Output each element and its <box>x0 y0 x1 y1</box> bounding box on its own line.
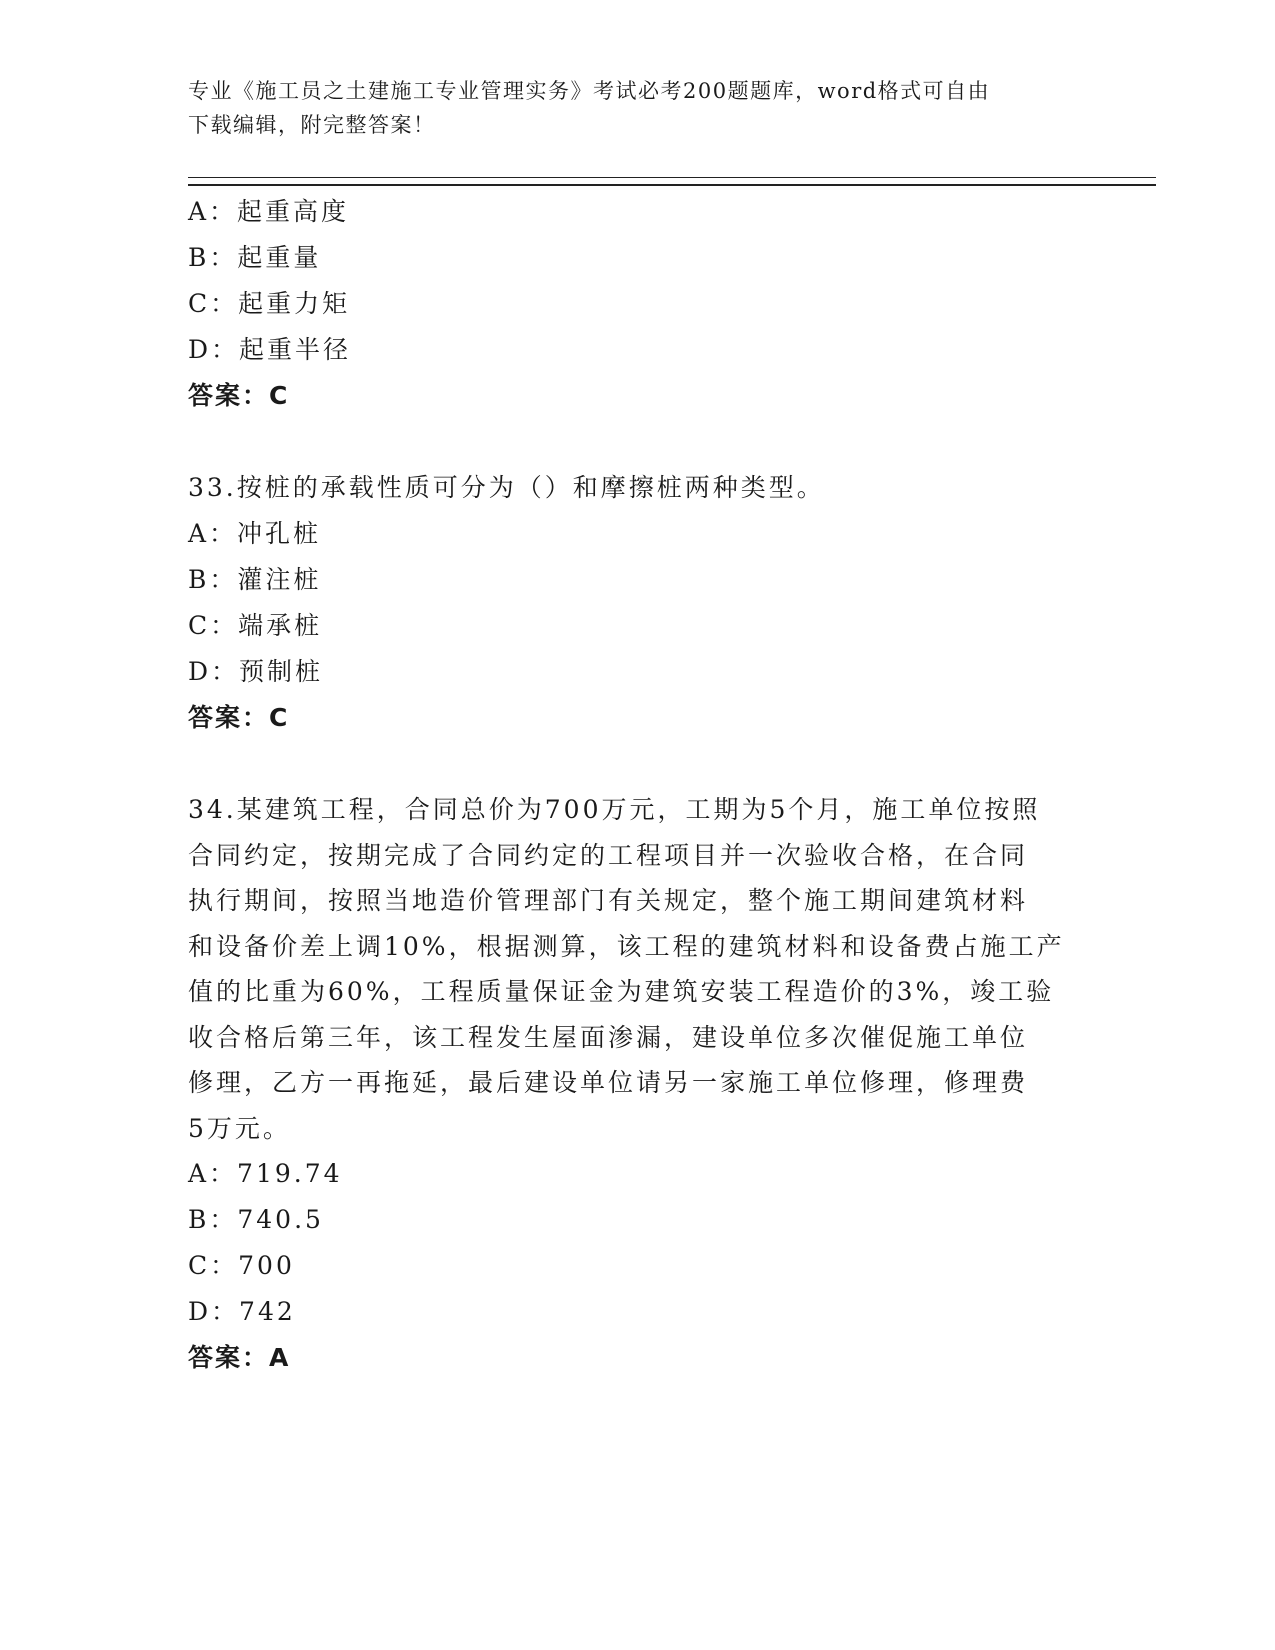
option-b: B：740.5 <box>188 1205 324 1234</box>
question-stem <box>188 787 1088 1151</box>
question-stem-line: 和设备价差上调10%，根据测算，该工程的建筑材料和设备费占施工产 <box>188 931 1065 961</box>
question-33-block <box>188 465 1088 741</box>
option-a: A：起重高度 <box>188 197 350 226</box>
option-b: B：灌注桩 <box>188 565 322 594</box>
question-stem-line: 5万元。 <box>188 1113 291 1143</box>
option-d: D：742 <box>188 1297 296 1326</box>
header-title-line-2: 下载编辑，附完整答案！ <box>188 113 436 137</box>
answer-label: 答案：A <box>188 1343 291 1372</box>
question-stem-line: 合同约定，按期完成了合同约定的工程项目并一次验收合格，在合同 <box>188 840 1029 870</box>
document-body <box>188 189 1088 1381</box>
answer-label: 答案：C <box>188 703 290 732</box>
question-stem-line: 34.某建筑工程，合同总价为700万元，工期为5个月，施工单位按照 <box>188 795 1041 824</box>
answer-label: 答案：C <box>188 381 290 410</box>
option-c: C：起重力矩 <box>188 289 351 318</box>
document-header <box>188 74 1088 142</box>
option-c: C：端承桩 <box>188 611 323 640</box>
question-stem: 33.按桩的承载性质可分为（）和摩擦桩两种类型。 <box>188 473 825 502</box>
header-title-line-1: 专业《施工员之土建施工专业管理实务》考试必考200题题库，word格式可自由 <box>188 79 991 103</box>
question-stem-line: 值的比重为60%，工程质量保证金为建筑安装工程造价的3%，竣工验 <box>188 977 1055 1006</box>
question-34-block <box>188 787 1088 1381</box>
option-d: D：预制桩 <box>188 657 324 686</box>
option-a: A：719.74 <box>188 1159 343 1188</box>
question-32-block <box>188 189 1088 419</box>
question-stem-line: 修理，乙方一再拖延，最后建设单位请另一家施工单位修理，修理费 <box>188 1068 1029 1097</box>
option-c: C：700 <box>188 1251 295 1280</box>
header-divider <box>188 177 1156 186</box>
option-b: B：起重量 <box>188 243 322 272</box>
question-stem-line: 收合格后第三年，该工程发生屋面渗漏，建设单位多次催促施工单位 <box>188 1022 1029 1052</box>
question-stem-line: 执行期间，按照当地造价管理部门有关规定，整个施工期间建筑材料 <box>188 886 1029 915</box>
option-a: A：冲孔桩 <box>188 519 322 548</box>
option-d: D：起重半径 <box>188 335 352 364</box>
